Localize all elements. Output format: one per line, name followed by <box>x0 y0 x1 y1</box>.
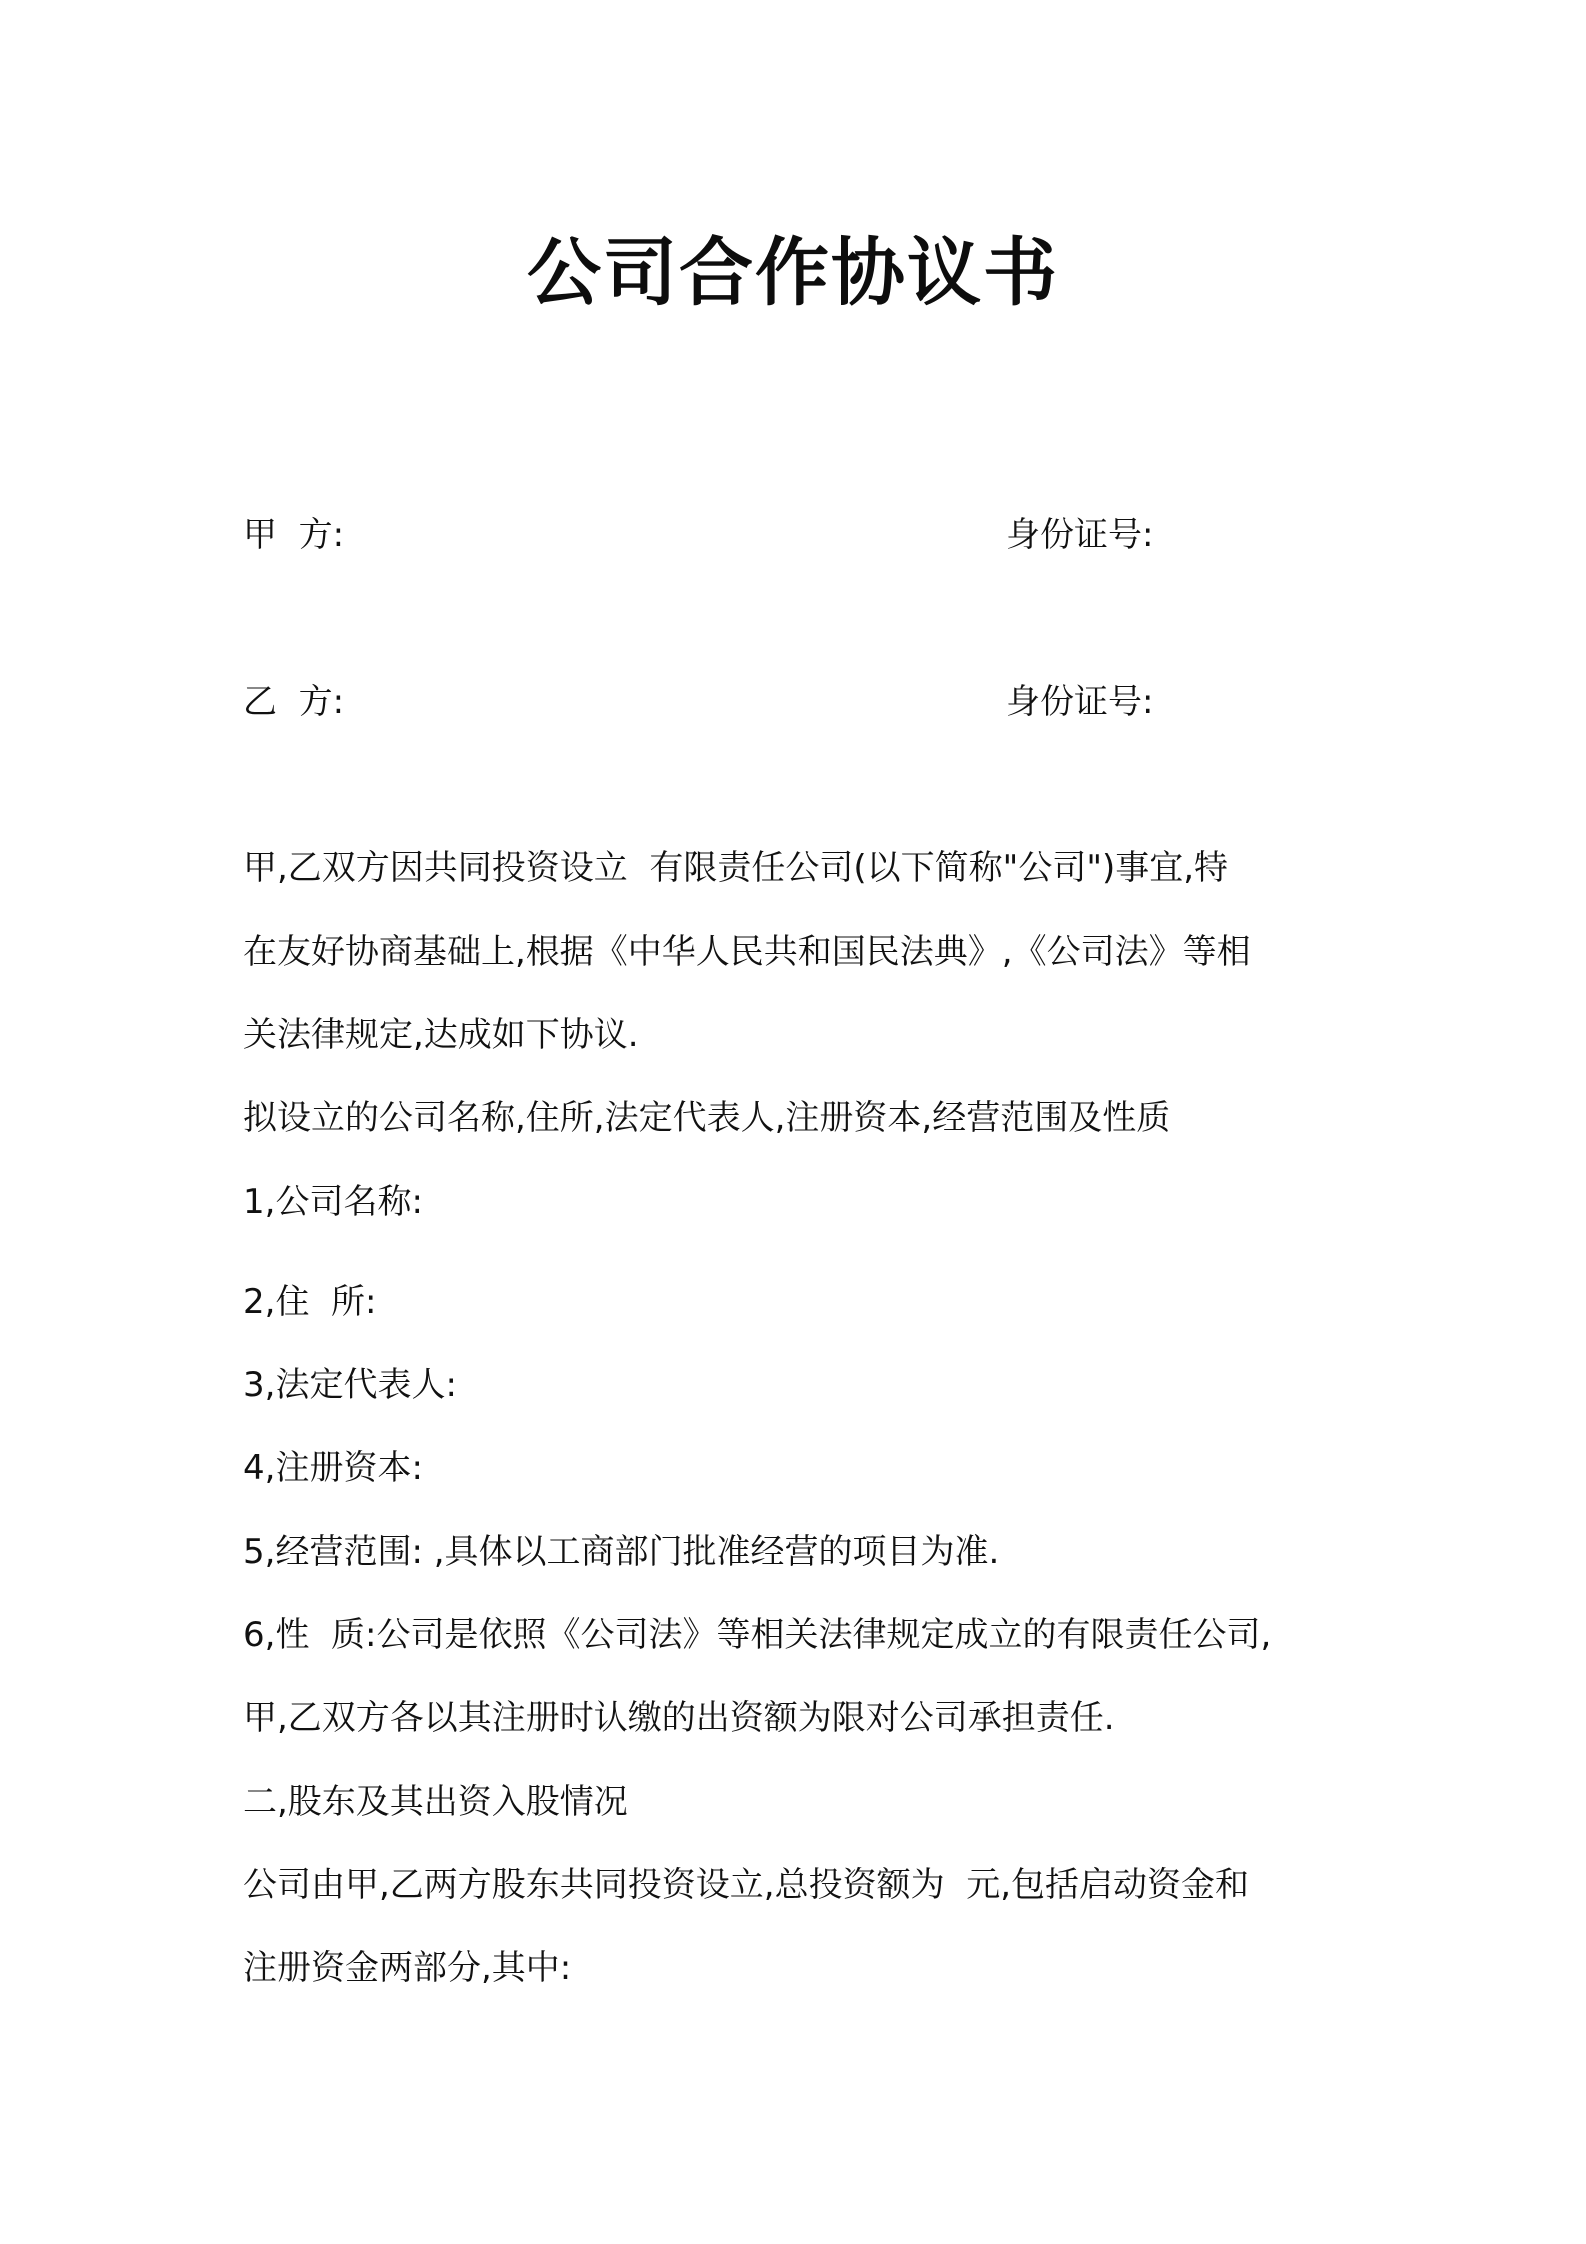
section-heading-shareholders: 二,股东及其出资入股情况 <box>243 1782 628 1822</box>
body-line-investment-2: 注册资金两部分,其中: <box>243 1948 572 1988</box>
party-jia-id-label: 身份证号: <box>1006 515 1154 555</box>
party-jia-label: 甲 方: <box>243 515 345 555</box>
section-heading-company-info: 拟设立的公司名称,住所,法定代表人,注册资本,经营范围及性质 <box>243 1098 1171 1138</box>
field-nature-2: 甲,乙双方各以其注册时认缴的出资额为限对公司承担责任. <box>243 1698 1115 1738</box>
field-company-name: 1,公司名称: <box>243 1182 423 1222</box>
body-line-intro-3: 关法律规定,达成如下协议. <box>243 1015 639 1055</box>
document-title: 公司合作协议书 <box>527 230 1059 316</box>
field-legal-representative: 3,法定代表人: <box>243 1365 457 1405</box>
field-nature-1: 6,性 质:公司是依照《公司法》等相关法律规定成立的有限责任公司, <box>243 1615 1272 1655</box>
field-business-scope: 5,经营范围: ,具体以工商部门批准经营的项目为准. <box>243 1532 1000 1572</box>
party-yi-row <box>0 677 1586 727</box>
field-registered-capital: 4,注册资本: <box>243 1448 423 1488</box>
party-jia-row <box>0 510 1586 560</box>
body-line-intro-1: 甲,乙双方因共同投资设立 有限责任公司(以下简称"公司")事宜,特 <box>243 848 1229 888</box>
party-yi-id-label: 身份证号: <box>1006 682 1154 722</box>
field-address: 2,住 所: <box>243 1282 377 1322</box>
body-line-investment-1: 公司由甲,乙两方股东共同投资设立,总投资额为 元,包括启动资金和 <box>243 1865 1250 1905</box>
party-yi-label: 乙 方: <box>243 682 345 722</box>
body-line-intro-2: 在友好协商基础上,根据《中华人民共和国民法典》,《公司法》等相 <box>243 932 1251 972</box>
